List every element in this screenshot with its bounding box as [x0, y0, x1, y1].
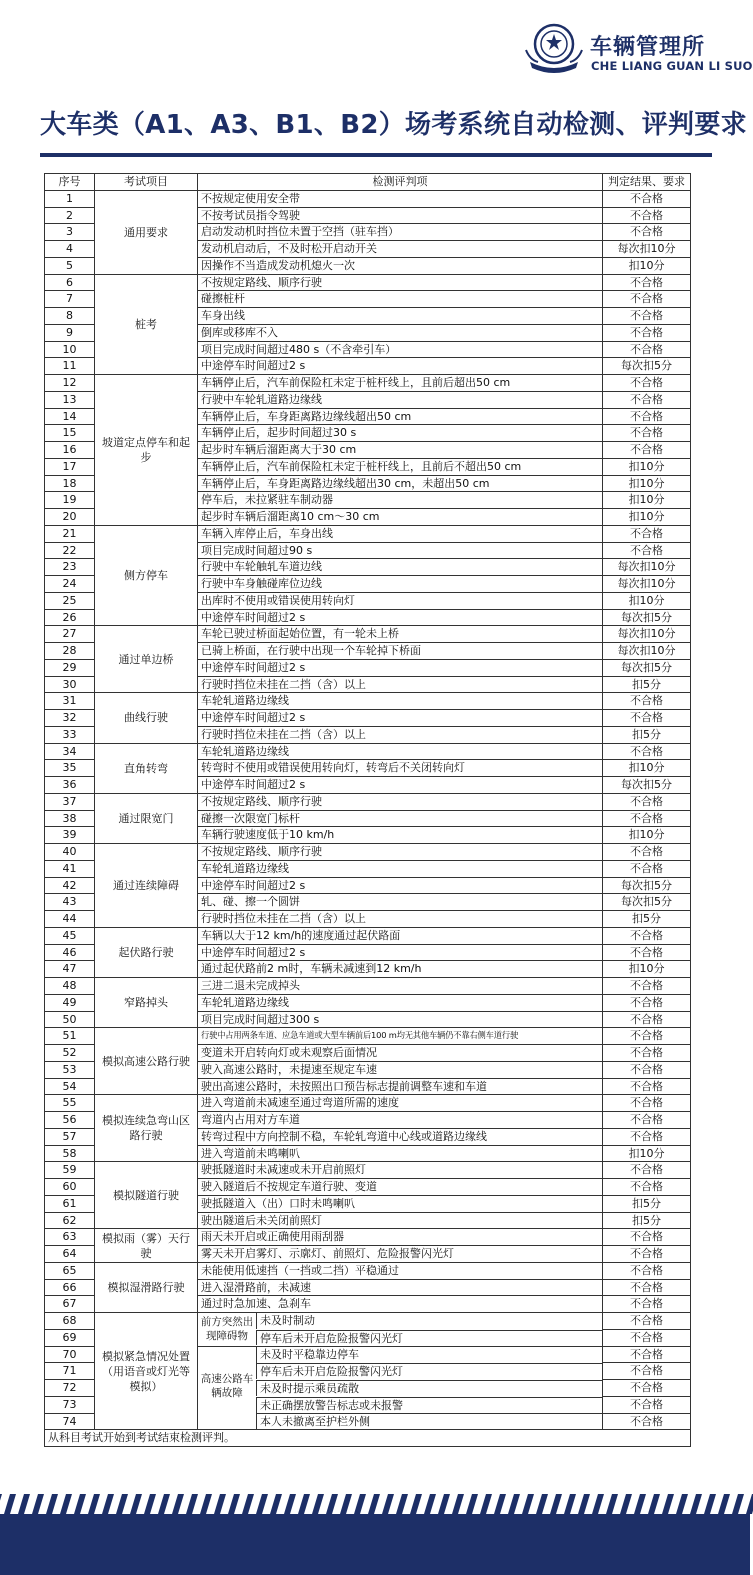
police-emblem-icon — [520, 20, 588, 76]
row-index: 39 — [45, 827, 95, 844]
criteria-cell: 中途停车时间超过2 s — [198, 710, 603, 727]
emergency-subgroup-name — [198, 1413, 257, 1429]
criteria-cell: 因操作不当造成发动机熄火一次 — [198, 257, 603, 274]
result-cell: 扣5分 — [603, 1195, 691, 1212]
criteria-cell: 行驶时挡位未挂在二挡（含）以上 — [198, 676, 603, 693]
criteria-cell: 项目完成时间超过90 s — [198, 542, 603, 559]
criteria-cell: 中途停车时间超过2 s — [198, 358, 603, 375]
result-cell: 不合格 — [603, 944, 691, 961]
row-index: 40 — [45, 844, 95, 861]
row-index: 41 — [45, 860, 95, 877]
criteria-subgroup-wrap — [198, 1363, 602, 1379]
criteria-cell: 进入湿滑路前，未减速 — [198, 1279, 603, 1296]
result-cell: 不合格 — [603, 1229, 691, 1246]
row-index: 6 — [45, 274, 95, 291]
exam-item-name: 桩考 — [95, 274, 198, 375]
header-cell-index: 序号 — [45, 174, 95, 191]
decorative-band — [0, 1488, 750, 1575]
row-index: 73 — [45, 1396, 95, 1413]
exam-item-name: 曲线行驶 — [95, 693, 198, 743]
row-index: 3 — [45, 224, 95, 241]
row-index: 53 — [45, 1061, 95, 1078]
criteria-cell: 车辆以大于12 km/h的速度通过起伏路面 — [198, 927, 603, 944]
criteria-cell: 项目完成时间超过300 s — [198, 1011, 603, 1028]
result-cell: 不合格 — [603, 1112, 691, 1129]
criteria-cell: 驶抵隧道时未减速或未开启前照灯 — [198, 1162, 603, 1179]
table-row — [45, 1028, 691, 1045]
criteria-cell: 启动发动机时挡位未置于空挡（驻车挡） — [198, 224, 603, 241]
table-row — [45, 375, 691, 392]
result-cell: 扣10分 — [603, 827, 691, 844]
exam-item-name: 起伏路行驶 — [95, 927, 198, 977]
row-index: 54 — [45, 1078, 95, 1095]
result-cell: 不合格 — [603, 844, 691, 861]
result-cell: 不合格 — [603, 324, 691, 341]
criteria-cell: 车辆入库停止后，车身出线 — [198, 525, 603, 542]
result-cell: 不合格 — [603, 525, 691, 542]
row-index: 27 — [45, 626, 95, 643]
criteria-subgroup-wrap — [198, 1413, 602, 1429]
row-index: 56 — [45, 1112, 95, 1129]
result-cell: 不合格 — [603, 1061, 691, 1078]
criteria-cell: 碰擦一次限宽门标杆 — [198, 810, 603, 827]
result-cell: 每次扣5分 — [603, 894, 691, 911]
result-cell: 不合格 — [603, 1296, 691, 1313]
result-cell: 扣5分 — [603, 1212, 691, 1229]
row-index: 46 — [45, 944, 95, 961]
row-index: 5 — [45, 257, 95, 274]
row-index: 63 — [45, 1229, 95, 1246]
exam-item-name: 模拟雨（雾）天行驶 — [95, 1229, 198, 1263]
criteria-cell: 未正确摆放警告标志或未报警 — [257, 1397, 602, 1413]
table-row — [45, 793, 691, 810]
criteria-cell: 中途停车时间超过2 s — [198, 777, 603, 794]
table-row — [45, 1262, 691, 1279]
table-row — [45, 693, 691, 710]
criteria-cell: 不按规定路线、顺序行驶 — [198, 793, 603, 810]
criteria-cell: 驶出隧道后未关闭前照灯 — [198, 1212, 603, 1229]
row-index: 13 — [45, 391, 95, 408]
title-divider — [40, 153, 712, 157]
criteria-cell: 车辆停止后，起步时间超过30 s — [198, 425, 603, 442]
row-index: 62 — [45, 1212, 95, 1229]
criteria-cell: 雾天未开启雾灯、示廓灯、前照灯、危险报警闪光灯 — [198, 1246, 603, 1263]
row-index: 21 — [45, 525, 95, 542]
table-body — [45, 190, 691, 1446]
result-cell: 扣10分 — [603, 492, 691, 509]
row-index: 16 — [45, 442, 95, 459]
exam-item-name: 直角转弯 — [95, 743, 198, 793]
criteria-cell: 驶抵隧道入（出）口时未鸣喇叭 — [198, 1195, 603, 1212]
exam-item-name: 侧方停车 — [95, 525, 198, 626]
row-index: 71 — [45, 1363, 95, 1380]
criteria-cell: 驶入高速公路时，未提速至规定车速 — [198, 1061, 603, 1078]
footnote-text: 从科目考试开始到考试结束检测评判。 — [45, 1430, 691, 1447]
criteria-subgroup-wrap — [198, 1397, 602, 1413]
result-cell: 不合格 — [603, 1346, 691, 1363]
exam-item-name: 模拟连续急弯山区路行驶 — [95, 1095, 198, 1162]
result-cell: 不合格 — [603, 425, 691, 442]
criteria-cell: 行驶时挡位未挂在二挡（含）以上 — [198, 726, 603, 743]
row-index: 72 — [45, 1380, 95, 1397]
result-cell: 扣10分 — [603, 1145, 691, 1162]
criteria-cell: 出库时不使用或错误使用转向灯 — [198, 592, 603, 609]
criteria-cell: 弯道内占用对方车道 — [198, 1112, 603, 1129]
header-cell-criteria: 检测评判项 — [198, 174, 603, 191]
criteria-cell: 进入弯道前未减速至通过弯道所需的速度 — [198, 1095, 603, 1112]
criteria-cell: 碰擦桩杆 — [198, 291, 603, 308]
criteria-cell: 本人未撤离至护栏外侧 — [257, 1413, 602, 1429]
criteria-cell: 倒库或移库不入 — [198, 324, 603, 341]
result-cell: 不合格 — [603, 1396, 691, 1413]
row-index: 20 — [45, 509, 95, 526]
criteria-cell: 停车后未开启危险报警闪光灯 — [257, 1330, 602, 1346]
result-cell: 不合格 — [603, 207, 691, 224]
criteria-cell: 不按规定路线、顺序行驶 — [198, 274, 603, 291]
table-row — [45, 1095, 691, 1112]
row-index: 50 — [45, 1011, 95, 1028]
row-index: 17 — [45, 458, 95, 475]
org-name-cn: 车辆管理所 — [590, 34, 706, 60]
criteria-cell: 驶出高速公路时，未按照出口预告标志提前调整车速和车道 — [198, 1078, 603, 1095]
row-index: 57 — [45, 1128, 95, 1145]
criteria-cell: 中途停车时间超过2 s — [198, 877, 603, 894]
criteria-subgroup-wrap — [198, 1380, 602, 1396]
criteria-cell: 转弯过程中方向控制不稳，车轮轧弯道中心线或道路边缘线 — [198, 1128, 603, 1145]
criteria-cell: 雨天未开启或正确使用雨刮器 — [198, 1229, 603, 1246]
result-cell: 扣10分 — [603, 961, 691, 978]
row-index: 25 — [45, 592, 95, 609]
result-cell: 不合格 — [603, 1179, 691, 1196]
table-row — [45, 844, 691, 861]
criteria-cell: 车轮轧道路边缘线 — [198, 994, 603, 1011]
exam-item-name: 窄路掉头 — [95, 978, 198, 1028]
result-cell: 每次扣10分 — [603, 576, 691, 593]
result-cell: 不合格 — [603, 710, 691, 727]
row-index: 67 — [45, 1296, 95, 1313]
criteria-cell: 变道未开启转向灯或未观察后面情况 — [198, 1045, 603, 1062]
row-index: 47 — [45, 961, 95, 978]
criteria-cell: 车轮已驶过桥面起始位置，有一轮未上桥 — [198, 626, 603, 643]
row-index: 59 — [45, 1162, 95, 1179]
result-cell: 每次扣10分 — [603, 559, 691, 576]
criteria-cell: 车辆停止后，汽车前保险杠未定于桩杆线上，且前后超出50 cm — [198, 375, 603, 392]
criteria-cell: 项目完成时间超过480 s（不含牵引车） — [198, 341, 603, 358]
result-cell: 每次扣5分 — [603, 877, 691, 894]
exam-item-name: 通过单边桥 — [95, 626, 198, 693]
table-row — [45, 190, 691, 207]
criteria-subgroup-wrap — [198, 1330, 602, 1346]
result-cell: 扣5分 — [603, 911, 691, 928]
exam-item-name: 模拟紧急情况处置（用语音或灯光等模拟） — [95, 1313, 198, 1430]
table-row — [45, 978, 691, 995]
result-cell: 不合格 — [603, 1329, 691, 1346]
row-index: 69 — [45, 1329, 95, 1346]
row-index: 9 — [45, 324, 95, 341]
result-cell: 扣5分 — [603, 726, 691, 743]
criteria-cell: 行驶时挡位未挂在二挡（含）以上 — [198, 911, 603, 928]
criteria-cell: 起步时车辆后溜距离大于30 cm — [198, 442, 603, 459]
criteria-cell: 发动机启动后，不及时松开启动开关 — [198, 241, 603, 258]
result-cell: 不合格 — [603, 1262, 691, 1279]
exam-item-name: 通过限宽门 — [95, 793, 198, 843]
exam-item-name: 模拟高速公路行驶 — [95, 1028, 198, 1095]
result-cell: 不合格 — [603, 1011, 691, 1028]
result-cell: 不合格 — [603, 1363, 691, 1380]
result-cell: 不合格 — [603, 1028, 691, 1045]
table-row — [45, 1229, 691, 1246]
result-cell: 扣10分 — [603, 475, 691, 492]
rules-table — [44, 173, 691, 1447]
result-cell: 扣10分 — [603, 760, 691, 777]
row-index: 31 — [45, 693, 95, 710]
row-index: 4 — [45, 241, 95, 258]
result-cell: 不合格 — [603, 341, 691, 358]
result-cell: 不合格 — [603, 224, 691, 241]
row-index: 64 — [45, 1246, 95, 1263]
row-index: 18 — [45, 475, 95, 492]
row-index: 65 — [45, 1262, 95, 1279]
row-index: 14 — [45, 408, 95, 425]
row-index: 45 — [45, 927, 95, 944]
criteria-cell: 车辆停止后，车身距离路边缘线超出50 cm — [198, 408, 603, 425]
row-index: 28 — [45, 643, 95, 660]
criteria-subgroup-cell — [198, 1329, 603, 1346]
result-cell: 不合格 — [603, 1380, 691, 1397]
criteria-cell: 不按规定路线、顺序行驶 — [198, 844, 603, 861]
criteria-cell: 车辆停止后，车身距离路边缘线超出30 cm，未超出50 cm — [198, 475, 603, 492]
row-index: 8 — [45, 308, 95, 325]
table-row — [45, 1313, 691, 1330]
criteria-cell: 轧、碰、擦一个圆饼 — [198, 894, 603, 911]
row-index: 10 — [45, 341, 95, 358]
row-index: 24 — [45, 576, 95, 593]
row-index: 68 — [45, 1313, 95, 1330]
criteria-cell: 车轮轧道路边缘线 — [198, 743, 603, 760]
emergency-subgroup-label: 前方突然出现障碍物 — [200, 1316, 254, 1342]
row-index: 43 — [45, 894, 95, 911]
criteria-cell: 驶入隧道后不按规定车道行驶、变道 — [198, 1179, 603, 1196]
row-index: 74 — [45, 1413, 95, 1430]
row-index: 55 — [45, 1095, 95, 1112]
row-index: 66 — [45, 1279, 95, 1296]
result-cell: 扣10分 — [603, 257, 691, 274]
row-index: 23 — [45, 559, 95, 576]
criteria-cell: 通过起伏路前2 m时，车辆未减速到12 km/h — [198, 961, 603, 978]
result-cell: 不合格 — [603, 927, 691, 944]
result-cell: 不合格 — [603, 793, 691, 810]
exam-item-name: 模拟隧道行驶 — [95, 1162, 198, 1229]
row-index: 36 — [45, 777, 95, 794]
row-index: 48 — [45, 978, 95, 995]
criteria-cell: 中途停车时间超过2 s — [198, 944, 603, 961]
result-cell: 扣5分 — [603, 676, 691, 693]
result-cell: 每次扣5分 — [603, 358, 691, 375]
table-row — [45, 1162, 691, 1179]
row-index: 12 — [45, 375, 95, 392]
criteria-cell: 中途停车时间超过2 s — [198, 609, 603, 626]
row-index: 34 — [45, 743, 95, 760]
header-cell-item: 考试项目 — [95, 174, 198, 191]
result-cell: 不合格 — [603, 1279, 691, 1296]
criteria-cell: 行驶中车轮轧道路边缘线 — [198, 391, 603, 408]
result-cell: 不合格 — [603, 542, 691, 559]
row-index: 15 — [45, 425, 95, 442]
result-cell: 不合格 — [603, 810, 691, 827]
row-index: 32 — [45, 710, 95, 727]
result-cell: 每次扣10分 — [603, 241, 691, 258]
row-index: 35 — [45, 760, 95, 777]
result-cell: 每次扣5分 — [603, 777, 691, 794]
criteria-cell: 行驶中占用两条车道、应急车道或大型车辆前后100 m均无其他车辆仍不靠右侧车道行驶 — [198, 1028, 603, 1045]
result-cell: 不合格 — [603, 291, 691, 308]
result-cell: 不合格 — [603, 1128, 691, 1145]
result-cell: 扣10分 — [603, 592, 691, 609]
result-cell: 扣10分 — [603, 458, 691, 475]
criteria-cell: 车轮轧道路边缘线 — [198, 860, 603, 877]
criteria-cell: 中途停车时间超过2 s — [198, 659, 603, 676]
result-cell: 每次扣10分 — [603, 643, 691, 660]
row-index: 19 — [45, 492, 95, 509]
criteria-cell: 未及时制动 — [260, 1314, 315, 1328]
row-index: 2 — [45, 207, 95, 224]
result-cell: 不合格 — [603, 693, 691, 710]
result-cell: 不合格 — [603, 442, 691, 459]
org-name-en: CHE LIANG GUAN LI SUO — [591, 59, 753, 73]
criteria-cell: 三进二退未完成掉头 — [198, 978, 603, 995]
criteria-cell: 未能使用低速挡（一挡或二挡）平稳通过 — [198, 1262, 603, 1279]
criteria-cell: 车身出线 — [198, 308, 603, 325]
result-cell: 不合格 — [603, 1313, 691, 1330]
criteria-cell: 通过时急加速、急刹车 — [198, 1296, 603, 1313]
result-cell: 不合格 — [603, 1246, 691, 1263]
table-header-row — [45, 174, 691, 191]
criteria-cell: 行驶中车轮触轧车道边线 — [198, 559, 603, 576]
emergency-subgroup-name — [198, 1313, 257, 1342]
row-index: 7 — [45, 291, 95, 308]
criteria-cell: 起步时车辆后溜距离10 cm～30 cm — [198, 509, 603, 526]
row-index: 30 — [45, 676, 95, 693]
result-cell: 每次扣10分 — [603, 626, 691, 643]
table-row — [45, 927, 691, 944]
criteria-cell: 停车后未开启危险报警闪光灯 — [257, 1363, 602, 1379]
result-cell: 不合格 — [603, 743, 691, 760]
result-cell: 每次扣5分 — [603, 659, 691, 676]
criteria-cell: 已骑上桥面，在行驶中出现一个车轮掉下桥面 — [198, 643, 603, 660]
row-index: 22 — [45, 542, 95, 559]
result-cell: 不合格 — [603, 391, 691, 408]
criteria-cell: 不按规定使用安全带 — [198, 190, 603, 207]
row-index: 37 — [45, 793, 95, 810]
result-cell: 每次扣5分 — [603, 609, 691, 626]
row-index: 58 — [45, 1145, 95, 1162]
result-cell: 扣10分 — [603, 509, 691, 526]
row-index: 42 — [45, 877, 95, 894]
row-index: 26 — [45, 609, 95, 626]
row-index: 11 — [45, 358, 95, 375]
header-cell-result: 判定结果、要求 — [603, 174, 691, 191]
criteria-subgroup-cell — [198, 1363, 603, 1380]
result-cell: 不合格 — [603, 408, 691, 425]
result-cell: 不合格 — [603, 1413, 691, 1430]
result-cell: 不合格 — [603, 1078, 691, 1095]
row-index: 61 — [45, 1195, 95, 1212]
result-cell: 不合格 — [603, 375, 691, 392]
row-index: 60 — [45, 1179, 95, 1196]
criteria-cell: 进入弯道前未鸣喇叭 — [198, 1145, 603, 1162]
table-row — [45, 525, 691, 542]
criteria-cell: 停车后，未拉紧驻车制动器 — [198, 492, 603, 509]
criteria-cell: 车辆行驶速度低于10 km/h — [198, 827, 603, 844]
result-cell: 不合格 — [603, 1162, 691, 1179]
footnote-row — [45, 1430, 691, 1447]
criteria-cell: 未及时提示乘员疏散 — [257, 1380, 602, 1396]
criteria-cell: 车轮轧道路边缘线 — [198, 693, 603, 710]
row-index: 29 — [45, 659, 95, 676]
row-index: 44 — [45, 911, 95, 928]
row-index: 33 — [45, 726, 95, 743]
emergency-subgroup-label: 高速公路车辆故障 — [200, 1373, 254, 1400]
exam-item-name: 模拟湿滑路行驶 — [95, 1262, 198, 1312]
criteria-subgroup-cell — [198, 1413, 603, 1430]
result-cell: 不合格 — [603, 190, 691, 207]
table-row — [45, 626, 691, 643]
emergency-subgroup-name — [198, 1347, 257, 1400]
result-cell: 不合格 — [603, 1095, 691, 1112]
table-row — [45, 274, 691, 291]
page-title: 大车类（A1、A3、B1、B2）场考系统自动检测、评判要求 — [40, 110, 747, 140]
criteria-subgroup-cell — [198, 1396, 603, 1413]
row-index: 49 — [45, 994, 95, 1011]
criteria-cell: 行驶中车身触碰库位边线 — [198, 576, 603, 593]
criteria-cell: 转弯时不使用或错误使用转向灯，转弯后不关闭转向灯 — [198, 760, 603, 777]
criteria-cell: 不按考试员指令驾驶 — [198, 207, 603, 224]
table-row — [45, 743, 691, 760]
result-cell: 不合格 — [603, 274, 691, 291]
result-cell: 不合格 — [603, 308, 691, 325]
exam-item-name: 通过连续障碍 — [95, 844, 198, 928]
result-cell: 不合格 — [603, 860, 691, 877]
criteria-cell: 未及时平稳靠边停车 — [260, 1347, 359, 1361]
row-index: 38 — [45, 810, 95, 827]
exam-item-name: 坡道定点停车和起步 — [95, 375, 198, 526]
criteria-cell: 车辆停止后，汽车前保险杠未定于桩杆线上，且前后不超出50 cm — [198, 458, 603, 475]
result-cell: 不合格 — [603, 994, 691, 1011]
row-index: 70 — [45, 1346, 95, 1363]
row-index: 1 — [45, 190, 95, 207]
exam-item-name: 通用要求 — [95, 190, 198, 274]
row-index: 51 — [45, 1028, 95, 1045]
criteria-subgroup-cell — [198, 1380, 603, 1397]
result-cell: 不合格 — [603, 1045, 691, 1062]
result-cell: 不合格 — [603, 978, 691, 995]
row-index: 52 — [45, 1045, 95, 1062]
